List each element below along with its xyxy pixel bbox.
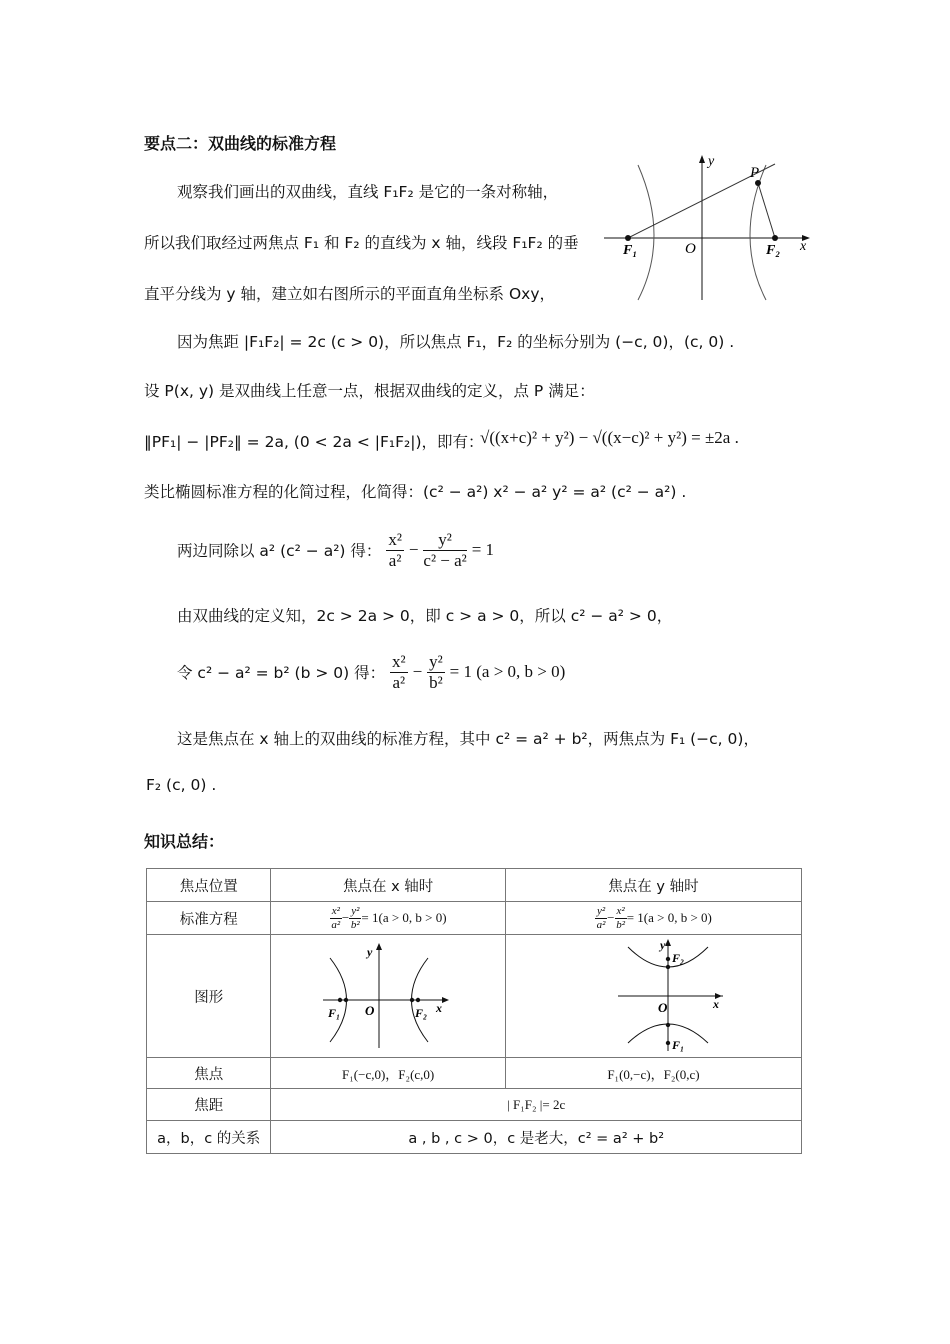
fraction-denominator: c² − a² xyxy=(423,550,467,570)
fraction-numerator: x² xyxy=(388,530,402,549)
hyperbola-figure xyxy=(600,150,820,305)
figure-label-cell: 图形 xyxy=(147,935,271,1058)
focus-F2-point xyxy=(416,998,420,1002)
vertex-right-point xyxy=(410,998,414,1002)
fraction-denominator: a² xyxy=(596,918,606,931)
hyperbola-y-figure xyxy=(583,935,723,1053)
segment-PF2 xyxy=(758,183,775,238)
focus-F1-point xyxy=(338,998,342,1002)
section-heading: 要点二：双曲线的标准方程 xyxy=(144,134,337,153)
label-y: y xyxy=(367,945,373,959)
fraction-denominator: b² xyxy=(616,918,626,931)
focus-F2-point xyxy=(772,235,778,241)
paragraph-3: 设 P(x, y) 是双曲线上任意一点，根据双曲线的定义，点 P 满足： xyxy=(144,382,595,400)
paragraph-1-line-2: 所以我们取经过两焦点 F₁ 和 F₂ 的直线为 x 轴，线段 F₁F₂ 的垂 xyxy=(144,234,579,252)
fraction-denominator: a² xyxy=(331,918,341,931)
paragraph-1-line-3: 直平分线为 y 轴，建立如右图所示的平面直角坐标系 Oxy， xyxy=(144,285,556,303)
relation-label-cell: a，b，c 的关系 xyxy=(147,1121,271,1154)
relation-cell: a , b , c > 0，c 是老大，c² = a² + b² xyxy=(271,1121,802,1154)
label-F1: F₁ xyxy=(672,1038,685,1052)
fraction-y2-c2a2 xyxy=(423,530,466,570)
paragraph-8-rhs: = 1 (a > 0, b > 0) xyxy=(449,662,566,682)
paragraph-8-prefix: 令 c² − a² = b² (b > 0) 得： xyxy=(177,664,386,683)
paragraph-6-prefix: 两边同除以 a² (c² − a²) 得： xyxy=(177,542,382,561)
label-O: O xyxy=(658,1000,668,1015)
table-row xyxy=(147,1058,802,1089)
paragraph-4-left: ‖PF₁| − |PF₂‖ = 2a, (0 < 2a < |F₁F₂|)，即有： xyxy=(144,433,484,451)
figure-y-cell xyxy=(505,935,801,1058)
paragraph-6-rhs: = 1 xyxy=(471,540,495,560)
label-O: O xyxy=(685,241,696,257)
paragraph-2: 因为焦距 |F₁F₂| = 2c (c > 0)，所以焦点 F₁，F₂ 的坐标分别为 (−c, 0)，(c, 0) . xyxy=(177,333,735,351)
focus-y-cell: F₁(0,−c)，F₂(0,c) xyxy=(505,1058,801,1089)
fraction xyxy=(615,905,627,931)
fraction-numerator: x² xyxy=(392,652,406,671)
fraction-numerator: x² xyxy=(616,904,625,917)
header-label-cell: 焦点位置 xyxy=(147,869,271,902)
header-y-cell: 焦点在 y 轴时 xyxy=(505,869,801,902)
equation-label-cell: 标准方程 xyxy=(147,902,271,935)
left-branch-curve xyxy=(638,165,654,300)
table-row xyxy=(147,1089,802,1121)
distance-label-cell: 焦距 xyxy=(147,1089,271,1121)
y-axis-arrow xyxy=(699,155,705,163)
vertex-lower-point xyxy=(666,1023,670,1027)
label-F2: F₂ xyxy=(415,1006,428,1020)
equation-y-cell: $\frac{\text{y²}}{\text{a²}}$ − $\frac{\text{x²}}{\text{b²}}$ = 1(a > 0, b > 0) xyxy=(505,902,801,935)
paragraph-1-line-1: 观察我们画出的双曲线，直线 F₁F₂ 是它的一条对称轴， xyxy=(177,183,559,201)
label-x: x xyxy=(800,239,807,254)
fraction-x2-a2 xyxy=(390,652,408,692)
table-row xyxy=(147,935,802,1058)
label-y: y xyxy=(708,154,715,169)
figure-x-cell xyxy=(271,935,505,1058)
focus-F2-point xyxy=(666,957,670,961)
fraction xyxy=(330,905,342,931)
paragraph-9-line-2: F₂ (c, 0) . xyxy=(146,776,217,794)
label-P: P xyxy=(750,165,760,181)
label-F2: F₂ xyxy=(672,951,685,965)
table-row xyxy=(147,902,802,935)
fraction xyxy=(349,905,361,931)
label-F1: F₁ xyxy=(623,243,638,258)
fraction-y2-b2 xyxy=(427,652,445,692)
fraction-numerator: y² xyxy=(351,904,360,917)
fraction-denominator: b² xyxy=(350,918,360,931)
fraction-denominator: b² xyxy=(429,672,443,692)
focus-x-cell: F₁(−c,0)，F₂(c,0) xyxy=(271,1058,505,1089)
label-F1: F₁ xyxy=(328,1006,341,1020)
table-row xyxy=(147,869,802,902)
table-row xyxy=(147,1121,802,1154)
fraction-numerator: y² xyxy=(596,904,606,917)
y-axis-arrow xyxy=(376,943,382,950)
label-x: x xyxy=(713,997,720,1011)
label-x: x xyxy=(436,1001,443,1015)
label-F2: F₂ xyxy=(766,243,781,258)
summary-heading: 知识总结： xyxy=(144,832,225,851)
equation-rhs: = 1(a > 0, b > 0) xyxy=(626,910,712,925)
fraction-denominator: a² xyxy=(392,672,406,692)
focus-label-cell: 焦点 xyxy=(147,1058,271,1089)
summary-table xyxy=(146,868,802,1154)
x-axis-arrow xyxy=(442,997,449,1003)
paragraph-5: 类比椭圆标准方程的化简过程，化简得：(c² − a²) x² − a² y² = a² (c² − a²) . xyxy=(144,483,687,501)
header-x-cell: 焦点在 x 轴时 xyxy=(271,869,505,902)
paragraph-7: 由双曲线的定义知，2c > 2a > 0，即 c > a > 0，所以 c² − a² > 0， xyxy=(177,607,673,625)
fraction-x2-a2 xyxy=(386,530,404,570)
equation-rhs: = 1(a > 0, b > 0) xyxy=(361,910,447,925)
fraction xyxy=(595,905,607,931)
hyperbola-x-figure xyxy=(318,938,458,1050)
equation-x-cell: $\frac{\text{x²}}{\text{a²}}$ − $\frac{\text{y²}}{\text{b²}}$ = 1(a > 0, b > 0) xyxy=(271,902,505,935)
focus-F1-point xyxy=(666,1041,670,1045)
paragraph-4-equation: √((x+c)² + y²) − √((x−c)² + y²) = ±2a . xyxy=(480,428,739,447)
y-axis-arrow xyxy=(665,939,671,946)
vertex-upper-point xyxy=(666,965,670,969)
distance-cell: | F₁F₂ |= 2c xyxy=(271,1089,802,1121)
label-y: y xyxy=(660,938,666,952)
fraction-numerator: y² xyxy=(429,652,443,671)
fraction-denominator: a² xyxy=(388,550,402,570)
vertex-left-point xyxy=(344,998,348,1002)
paragraph-6: 两边同除以 a² (c² − a²) 得： $\frac{\text{x²}}{\text{a²}}$ − $\frac{\text{y²}}{\text{c² − a²}}$ = 1 xyxy=(177,530,495,570)
paragraph-8: 令 c² − a² = b² (b > 0) 得： $\frac{\text{x²}}{\text{a²}}$ − $\frac{\text{y²}}{\text{b²}}$ = 1 (a > 0, b > 0) xyxy=(177,652,566,692)
label-O: O xyxy=(365,1003,375,1018)
focus-F1-point xyxy=(625,235,631,241)
fraction-numerator: y² xyxy=(423,530,466,551)
fraction-numerator: x² xyxy=(331,904,340,917)
paragraph-9-line-1: 这是焦点在 x 轴上的双曲线的标准方程，其中 c² = a² + b²，两焦点为 F₁ (−c, 0)， xyxy=(177,730,759,748)
